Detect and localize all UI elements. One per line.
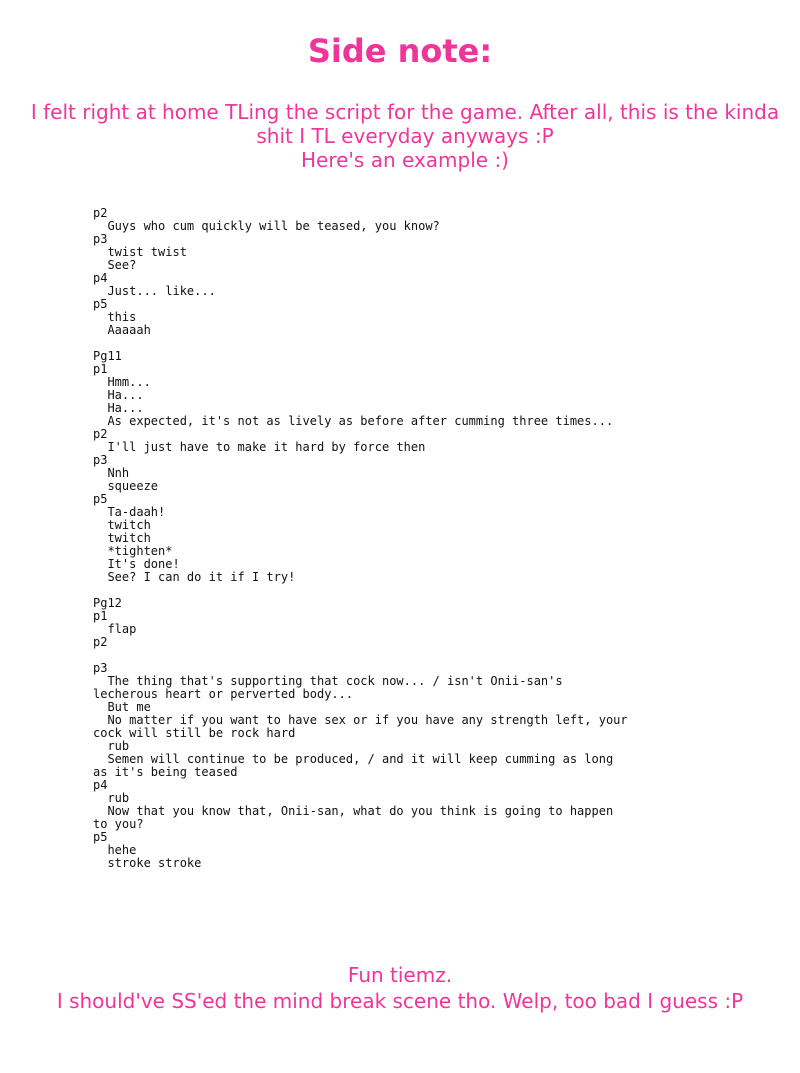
page-title: Side note: — [307, 32, 493, 70]
closing-line: Fun tiemz. — [347, 963, 453, 987]
intro-note — [10, 100, 800, 172]
closing-line: I should've SS'ed the mind break scene tho. Welp, too bad I guess :P — [56, 989, 744, 1013]
intro-line: Here's an example :) — [301, 148, 509, 172]
intro-line: I felt right at home TLing the script for the game. After all, this is the kinda — [30, 100, 780, 124]
closing-note — [0, 962, 800, 1014]
script-excerpt: p2 Guys who cum quickly will be teased, you know? p3 twist twist See? p4 Just... like... p5 this Aaaaah Pg11 p1 Hmm... Ha... Ha... As expected, it's not as lively as before after cumming three times... p2 I'll just have to make it hard by force then p3 Nnh squeeze p5 Ta-daah! twitch twitch *tighten* It's done! See? I can do it if I try! Pg12 p1 flap p2 p3 The thing that's supporting that cock now... / isn't Onii-san's lecherous heart or perverted body... But me No matter if you want to have sex or if you have any strength left, your cock will still be rock hard rub Semen will continue to be produced, / and it will keep cumming as long as it's being teased p4 rub Now that you know that, Onii-san, what do you think is going to happen to you? p5 hehe stroke stroke — [93, 206, 628, 870]
intro-line: shit I TL everyday anyways :P — [256, 124, 554, 148]
